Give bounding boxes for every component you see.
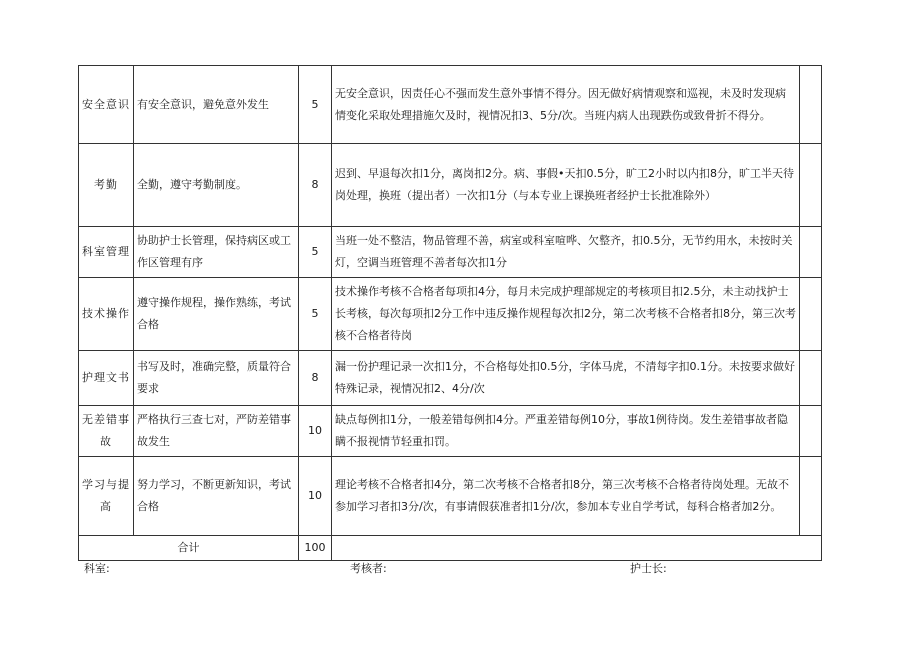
score-value: 5 xyxy=(299,227,332,278)
table-row xyxy=(79,66,822,144)
item-name: 技术操作 xyxy=(79,278,134,351)
blank-cell xyxy=(800,144,822,227)
blank-cell xyxy=(800,227,822,278)
item-name: 安全意识 xyxy=(79,66,134,144)
score-value: 10 xyxy=(299,406,332,457)
standard-text: 全勤，遵守考勤制度。 xyxy=(134,144,299,227)
blank-cell xyxy=(800,351,822,406)
deduction-rule: 当班一处不整洁，物品管理不善，病室或科室喧哗、欠整齐，扣0.5分，无节约用水，未按时关灯，空调当班管理不善者每次扣1分 xyxy=(332,227,800,278)
deduction-rule: 迟到、早退每次扣1分，离岗扣2分。病、事假•天扣0.5分，旷工2小时以内扣8分，旷工半天待岗处理，换班（提出者）一次扣1分（与本专业上课换班者经护士长批准除外） xyxy=(332,144,800,227)
score-value: 5 xyxy=(299,278,332,351)
deduction-rule: 缺点每例扣1分，一般差错每例扣4分。严重差错每例10分，事故1例待岗。发生差错事故者隐瞒不报视情节轻重扣罚。 xyxy=(332,406,800,457)
blank-cell xyxy=(332,536,822,561)
item-name: 护理文书 xyxy=(79,351,134,406)
table-row xyxy=(79,278,822,351)
item-name: 考勤 xyxy=(79,144,134,227)
score-value: 8 xyxy=(299,144,332,227)
total-row xyxy=(79,536,822,561)
standard-text: 努力学习，不断更新知识，考试合格 xyxy=(134,457,299,536)
deduction-rule: 漏一份护理记录一次扣1分，不合格每处扣0.5分，字体马虎，不清每字扣0.1分。未按要求做好特殊记录，视情况扣2、4分/次 xyxy=(332,351,800,406)
blank-cell xyxy=(800,278,822,351)
standard-text: 书写及时，准确完整，质量符合要求 xyxy=(134,351,299,406)
total-label: 合计 xyxy=(79,536,299,561)
deduction-rule: 技术操作考核不合格者每项扣4分，每月未完成护理部规定的考核项目扣2.5分，未主动找护士长考核，每次每项扣2分工作中违反操作规程每次扣2分，第二次考核不合格者扣8分，第三次考核不合格者待岗 xyxy=(332,278,800,351)
score-value: 8 xyxy=(299,351,332,406)
standard-text: 协助护士长管理，保持病区或工作区管理有序 xyxy=(134,227,299,278)
score-value: 10 xyxy=(299,457,332,536)
score-value: 5 xyxy=(299,66,332,144)
blank-cell xyxy=(800,406,822,457)
table-row xyxy=(79,457,822,536)
standard-text: 遵守操作规程，操作熟练，考试合格 xyxy=(134,278,299,351)
assessment-table xyxy=(78,65,822,561)
item-name: 科室管理 xyxy=(79,227,134,278)
blank-cell xyxy=(800,66,822,144)
head-nurse-signature-label: 护士长: xyxy=(630,562,667,575)
total-score: 100 xyxy=(299,536,332,561)
item-name: 无差错事故 xyxy=(79,406,134,457)
standard-text: 严格执行三查七对，严防差错事故发生 xyxy=(134,406,299,457)
blank-cell xyxy=(800,457,822,536)
deduction-rule: 无安全意识，因责任心不强而发生意外事情不得分。因无做好病情观察和巡视，未及时发现病情变化采取处理措施欠及时，视情况扣3、5分/次。当班内病人出现跌伤或致骨折不得分。 xyxy=(332,66,800,144)
checker-signature-label: 考核者: xyxy=(350,562,387,575)
table-row xyxy=(79,144,822,227)
deduction-rule: 理论考核不合格者扣4分，第二次考核不合格者扣8分，第三次考核不合格者待岗处理。无故不参加学习者扣3分/次，有事请假获准者扣1分/次，参加本专业自学考试，每科合格者加2分。 xyxy=(332,457,800,536)
table-row xyxy=(79,227,822,278)
table-row xyxy=(79,406,822,457)
department-signature-label: 科室: xyxy=(84,562,110,575)
standard-text: 有安全意识，避免意外发生 xyxy=(134,66,299,144)
table-row xyxy=(79,351,822,406)
item-name: 学习与提高 xyxy=(79,457,134,536)
